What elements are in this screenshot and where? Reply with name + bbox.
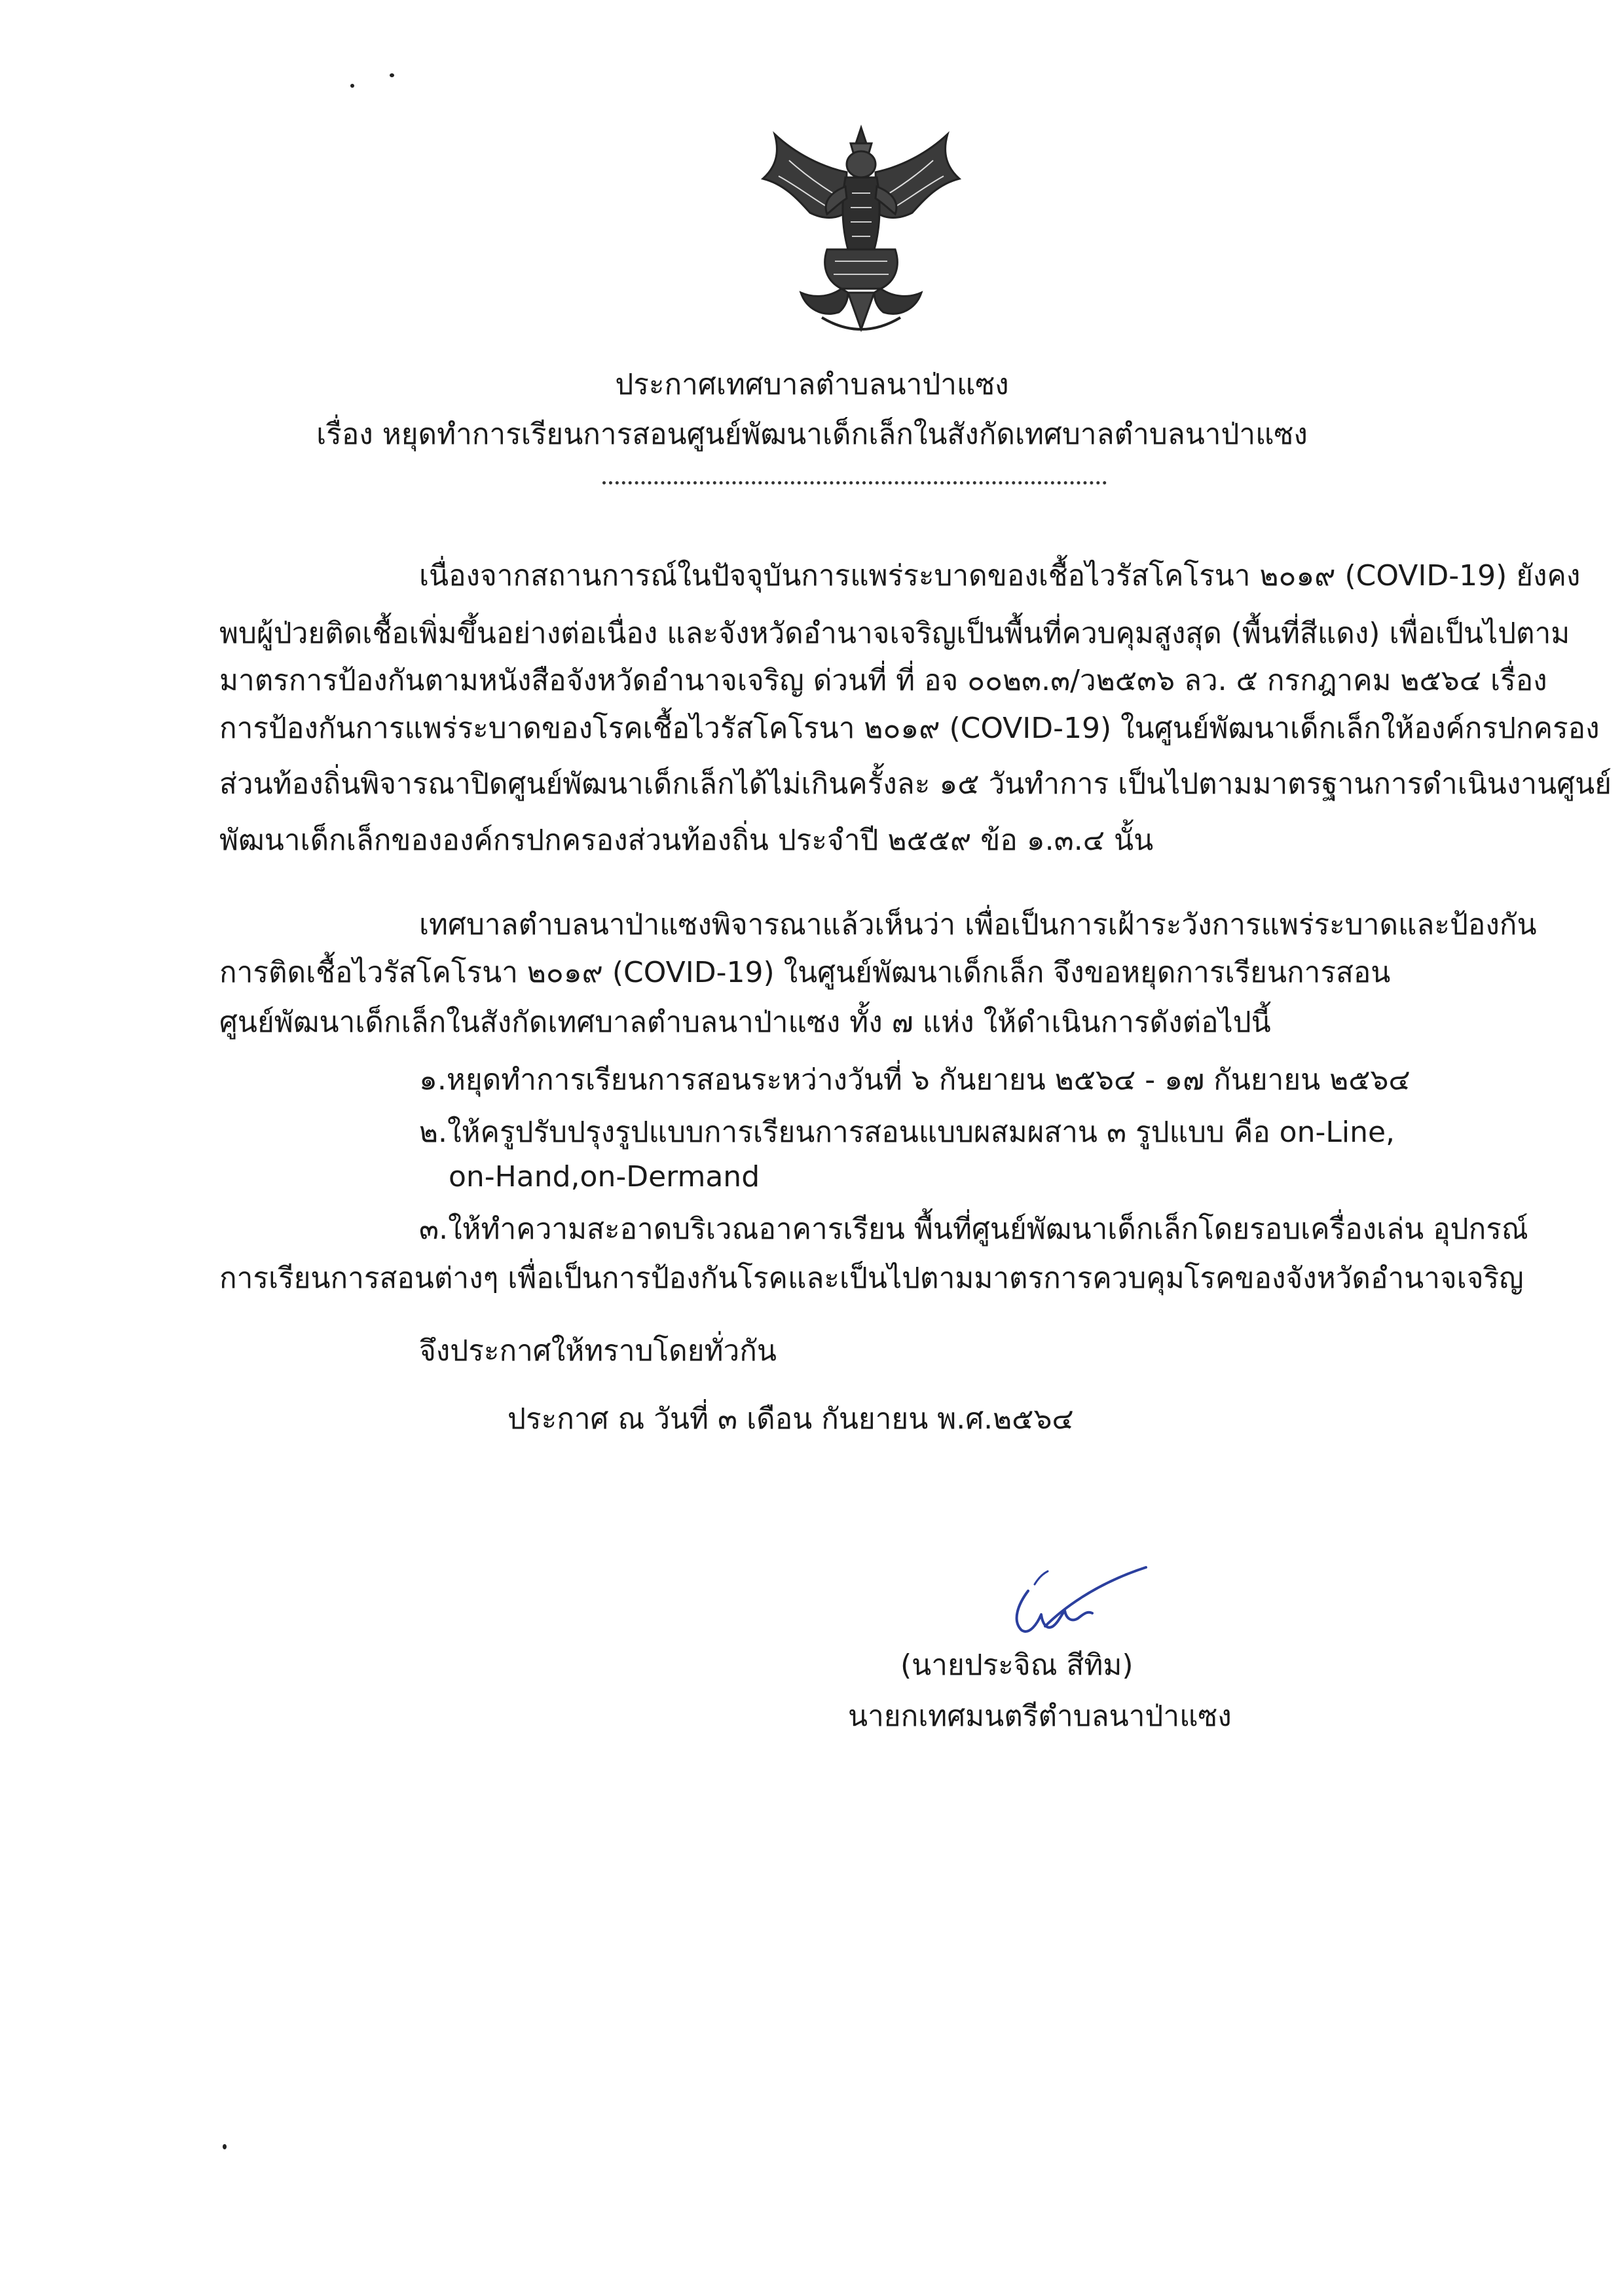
dotted-separator [602, 481, 1107, 484]
signer-position: นายกเทศมนตรีตำบลนาป่าแซง [848, 1700, 1232, 1733]
paragraph-1-line: พัฒนาเด็กเล็กขององค์กรปกครองส่วนท้องถิ่น ประจำปี ๒๕๕๙ ข้อ ๑.๓.๔ นั้น [219, 824, 1154, 857]
signer-name: (นายประจิณ สีทิม) [900, 1649, 1134, 1682]
paragraph-2-line: เทศบาลตำบลนาป่าแซงพิจารณาแล้วเห็นว่า เพื่อเป็นการเฝ้าระวังการแพร่ระบาดและป้องกัน [419, 908, 1537, 941]
announcement-date: ประกาศ ณ วันที่ ๓ เดือน กันยายน พ.ศ.๒๕๖๔ [507, 1402, 1074, 1436]
paragraph-1-line: ส่วนท้องถิ่นพิจารณาปิดศูนย์พัฒนาเด็กเล็กได้ไม่เกินครั้งละ ๑๕ วันทำการ เป็นไปตามมาตรฐานการดำเนินงานศูนย์ [219, 767, 1612, 801]
announcement-subject: เรื่อง หยุดทำการเรียนการสอนศูนย์พัฒนาเด็กเล็กในสังกัดเทศบาลตำบลนาป่าแซง [316, 418, 1308, 451]
scan-speck [390, 73, 394, 77]
handwritten-signature [982, 1558, 1153, 1643]
scan-speck [223, 2144, 227, 2149]
action-item: ๒.ให้ครูปรับปรุงรูปแบบการเรียนการสอนแบบผสมผสาน ๓ รูปแบบ คือ on-Line, [419, 1116, 1395, 1149]
garuda-emblem-icon [750, 121, 972, 337]
action-item: ๑.หยุดทำการเรียนการสอนระหว่างวันที่ ๖ กันยายน ๒๕๖๔ - ๑๗ กันยายน ๒๕๖๔ [419, 1063, 1411, 1097]
action-item-continuation: การเรียนการสอนต่างๆ เพื่อเป็นการป้องกันโรคและเป็นไปตามมาตรการควบคุมโรคของจังหวัดอำนาจเจริญ [219, 1262, 1524, 1295]
paragraph-2-line: ศูนย์พัฒนาเด็กเล็กในสังกัดเทศบาลตำบลนาป่าแซง ทั้ง ๗ แห่ง ให้ดำเนินการดังต่อไปนี้ [219, 1006, 1271, 1039]
closing-statement: จึงประกาศให้ทราบโดยทั่วกัน [419, 1334, 777, 1368]
action-item-continuation: on-Hand,on-Dermand [449, 1160, 760, 1194]
announcement-issuer: ประกาศเทศบาลตำบลนาป่าแซง [615, 368, 1009, 401]
scan-speck [350, 84, 354, 88]
action-item: ๓.ให้ทำความสะอาดบริเวณอาคารเรียน พื้นที่ศูนย์พัฒนาเด็กเล็กโดยรอบเครื่องเล่น อุปกรณ์ [419, 1212, 1528, 1246]
paragraph-1-line: การป้องกันการแพร่ระบาดของโรคเชื้อไวรัสโคโรนา ๒๐๑๙ (COVID-19) ในศูนย์พัฒนาเด็กเล็กให้องค์กรปกครอง [219, 712, 1600, 745]
paragraph-1-line: เนื่องจากสถานการณ์ในปัจจุบันการแพร่ระบาดของเชื้อไวรัสโคโรนา ๒๐๑๙ (COVID-19) ยังคง [419, 559, 1581, 592]
paragraph-1-line: มาตรการป้องกันตามหนังสือจังหวัดอำนาจเจริญ ด่วนที่ ที่ อจ ๐๐๒๓.๓/ว๒๕๓๖ ลว. ๕ กรกฎาคม ๒๕๖๔ เรื่อง [219, 664, 1547, 697]
paragraph-1-line: พบผู้ป่วยติดเชื้อเพิ่มขึ้นอย่างต่อเนื่อง และจังหวัดอำนาจเจริญเป็นพื้นที่ควบคุมสูงสุด (พื้นที่สีแดง) เพื่อเป็นไปตาม [219, 617, 1570, 650]
paragraph-2-line: การติดเชื้อไวรัสโคโรนา ๒๐๑๙ (COVID-19) ในศูนย์พัฒนาเด็กเล็ก จึงขอหยุดการเรียนการสอน [219, 956, 1391, 989]
